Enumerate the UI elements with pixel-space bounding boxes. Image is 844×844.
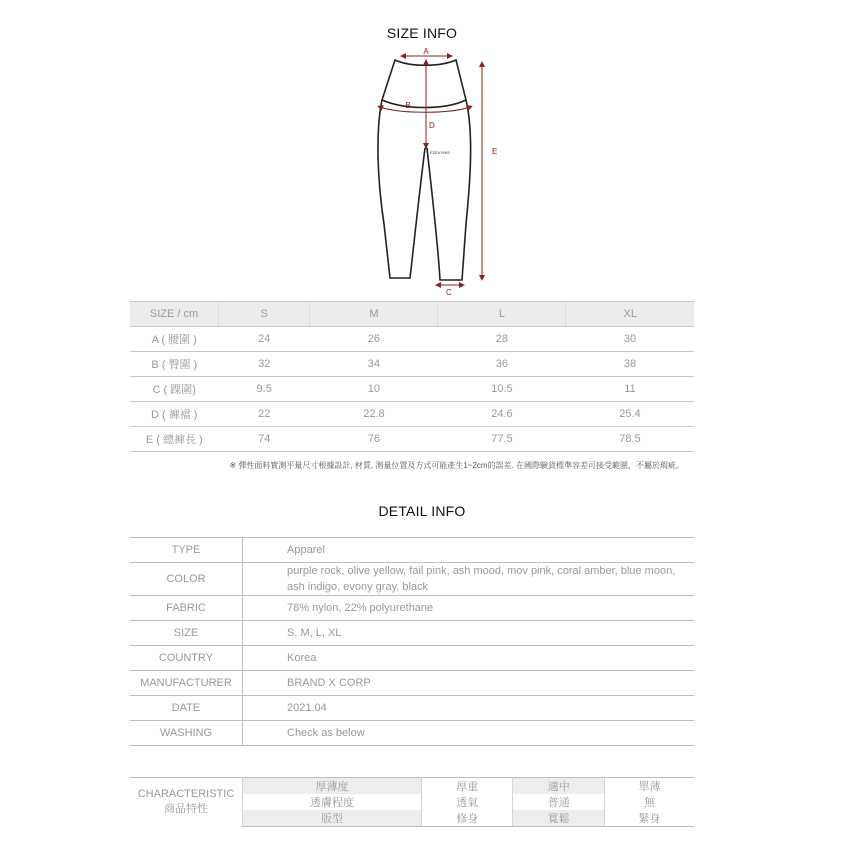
row-label: A ( 腰圍 ) — [130, 327, 219, 352]
detail-value: Apparel — [243, 538, 695, 563]
detail-key: MANUFACTURER — [130, 671, 243, 696]
characteristic-name: 厚薄度 — [243, 778, 422, 795]
detail-key: DATE — [130, 696, 243, 721]
detail-row — [130, 621, 694, 646]
detail-table — [130, 537, 694, 746]
label-e: E — [492, 147, 498, 156]
characteristic-table — [130, 777, 694, 827]
detail-info-title: DETAIL INFO — [378, 503, 466, 519]
characteristic-option: 緊身 — [604, 810, 694, 827]
detail-row — [130, 671, 694, 696]
size-table-header — [130, 302, 694, 327]
table-cell: 10.5 — [438, 377, 566, 402]
characteristic-option: 厚重 — [422, 778, 513, 795]
characteristic-option: 無 — [643, 797, 655, 809]
detail-row — [130, 563, 694, 596]
characteristic-option: 單薄 — [604, 778, 694, 795]
label-a: A — [423, 47, 429, 56]
table-cell: 32 — [219, 352, 310, 377]
detail-key: WASHING — [130, 721, 243, 746]
table-cell: 11 — [566, 377, 694, 402]
table-cell: 34 — [310, 352, 438, 377]
detail-row — [130, 696, 694, 721]
table-row — [130, 377, 694, 402]
detail-value: S, M, L, XL — [243, 621, 695, 646]
table-cell: 22 — [219, 402, 310, 427]
header-cell: XL — [566, 302, 694, 327]
header-cell: S — [219, 302, 310, 327]
table-cell: 28 — [438, 327, 566, 352]
header-cell: L — [438, 302, 566, 327]
table-cell: 38 — [566, 352, 694, 377]
detail-value: BRAND X CORP — [243, 671, 695, 696]
detail-value: 2021.04 — [243, 696, 695, 721]
table-cell: 78.5 — [566, 427, 694, 452]
leggings-measurement-diagram — [370, 44, 510, 300]
label-b: B — [405, 101, 411, 110]
header-cell: SIZE / cm — [130, 302, 219, 327]
detail-value: Korea — [243, 646, 695, 671]
row-label: D ( 褲襠 ) — [130, 402, 219, 427]
characteristic-label-en: CHARACTERISTIC — [137, 788, 235, 801]
table-cell: 24 — [219, 327, 310, 352]
table-cell: 36 — [438, 352, 566, 377]
row-label: E ( 總褲長 ) — [130, 427, 219, 452]
detail-key: COUNTRY — [130, 646, 243, 671]
header-cell: M — [310, 302, 438, 327]
characteristic-option: 透氣 — [422, 794, 513, 810]
detail-key: SIZE — [130, 621, 243, 646]
logo-print: EZEVYNIS — [430, 150, 450, 155]
characteristic-label — [130, 778, 243, 827]
table-cell: 76 — [310, 427, 438, 452]
table-cell: 30 — [566, 327, 694, 352]
table-cell: 26 — [310, 327, 438, 352]
table-cell: 74 — [219, 427, 310, 452]
detail-row — [130, 596, 694, 621]
characteristic-name: 版型 — [243, 810, 422, 827]
table-row — [130, 352, 694, 377]
characteristic-name: 透膚程度 — [243, 794, 422, 810]
table-cell: 24.6 — [438, 402, 566, 427]
detail-value: Check as below — [243, 721, 695, 746]
size-tolerance-note: ※ 彈性面料實測平量尺寸根據設計, 材質, 測量位置及方式可能產生1~2cm的誤差. 在國際驗貨標準容差可接受範圍，不屬於瑕疵。 — [229, 461, 684, 470]
characteristic-option: 修身 — [422, 810, 513, 827]
table-cell: 77.5 — [438, 427, 566, 452]
table-row — [130, 427, 694, 452]
detail-row — [130, 538, 694, 563]
size-table — [130, 301, 694, 452]
table-row — [130, 402, 694, 427]
table-cell: 22.8 — [310, 402, 438, 427]
characteristic-option: 寬鬆 — [513, 810, 604, 827]
label-d: D — [429, 121, 435, 130]
detail-value: 78% nylon, 22% polyurethane — [243, 596, 695, 621]
detail-value: purple rock, olive yellow, fail pink, ash mood, mov pink, coral amber, blue moon, ash indigo, evony gray, black — [243, 563, 695, 596]
table-cell: 10 — [310, 377, 438, 402]
table-row — [130, 327, 694, 352]
leggings-outline — [378, 60, 471, 280]
label-c: C — [446, 288, 452, 297]
row-label: B ( 臀圍 ) — [130, 352, 219, 377]
characteristic-label-zh: 商品特性 — [164, 803, 208, 816]
characteristic-option: 適中 — [513, 778, 604, 795]
characteristic-option: 普通 — [513, 794, 604, 810]
detail-key: COLOR — [130, 563, 243, 596]
table-cell: 9.5 — [219, 377, 310, 402]
detail-row — [130, 646, 694, 671]
characteristic-row — [130, 778, 694, 795]
detail-key: TYPE — [130, 538, 243, 563]
size-info-title: SIZE INFO — [386, 25, 458, 41]
detail-key: FABRIC — [130, 596, 243, 621]
row-label: C ( 踝圍) — [130, 377, 219, 402]
detail-row — [130, 721, 694, 746]
table-cell: 25.4 — [566, 402, 694, 427]
